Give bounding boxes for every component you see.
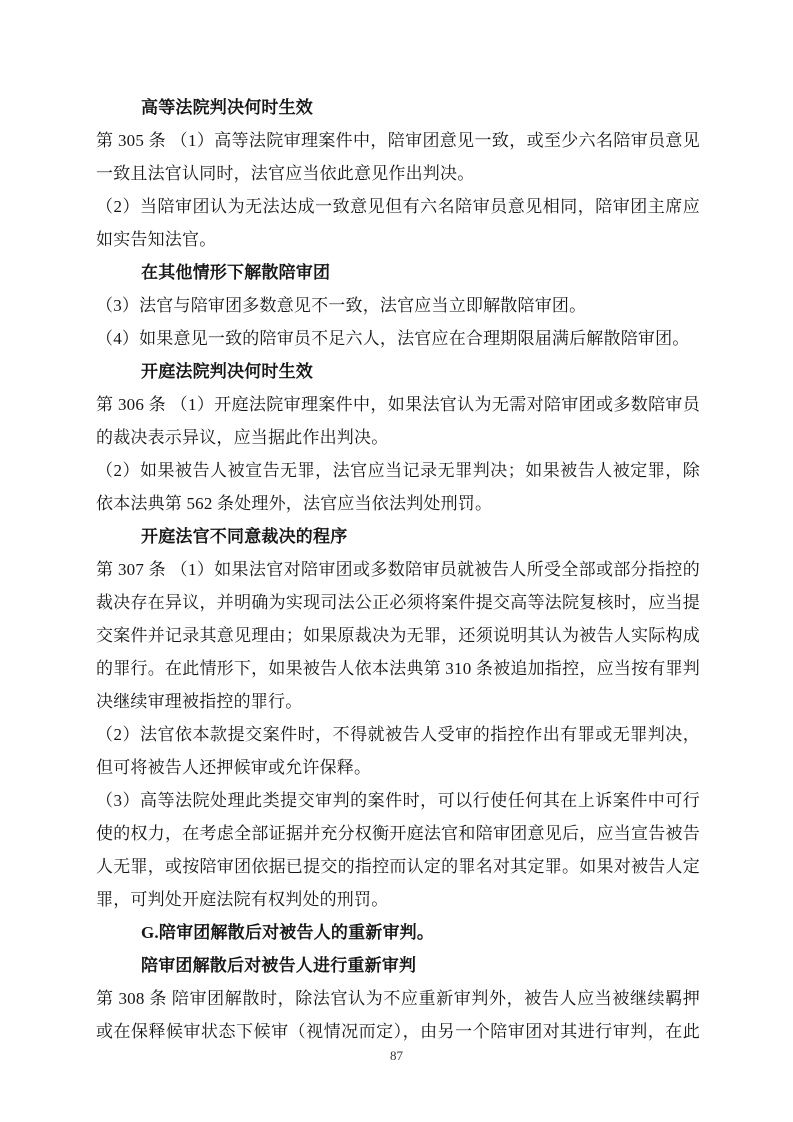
- text-line: （2）如果被告人被宣告无罪，法官应当记录无罪判决；如果被告人被定罪，除: [96, 461, 700, 480]
- text-line: 的罪行。在此情形下，如果被告人依本法典第 310 条被追加指控，应当按有罪判: [96, 659, 700, 678]
- text-line: 裁决存在异议，并明确为实现司法公正必须将案件提交高等法院复核时，应当提: [96, 593, 700, 612]
- text-line: （2）当陪审团认为无法达成一致意见但有六名陪审员意见相同，陪审团主席应: [96, 197, 700, 216]
- text-line: （4）如果意见一致的陪审员不足六人，法官应在合理期限届满后解散陪审团。: [96, 329, 690, 348]
- text-line: 交案件并记录其意见理由；如果原裁决为无罪，还须说明其认为被告人实际构成: [96, 626, 700, 645]
- text-line: 如实告知法官。: [96, 230, 217, 249]
- text-line: 或在保释候审状态下候审（视情况而定），由另一个陪审团对其进行审判，在此: [96, 1022, 700, 1041]
- text-line: （3）法官与陪审团多数意见不一致，法官应当立即解散陪审团。: [96, 296, 587, 315]
- text-line: 依本法典第 562 条处理外，法官应当依法判处刑罚。: [96, 494, 493, 513]
- text-line: 人无罪，或按陪审团依据已提交的指控而认定的罪名对其定罪。如果对被告人定: [96, 857, 700, 876]
- text-line: 使的权力，在考虑全部证据并充分权衡开庭法官和陪审团意见后，应当宣告被告: [96, 824, 700, 843]
- text-line: 罪，可判处开庭法院有权判处的刑罚。: [96, 890, 389, 909]
- text-line: 第 305 条 （1）高等法院审理案件中，陪审团意见一致，或至少六名陪审员意见: [96, 131, 700, 150]
- text-line: 决继续审理被指控的罪行。: [96, 692, 303, 711]
- document-body: [96, 91, 700, 1048]
- text-line: 一致且法官认同时，法官应当依此意见作出判决。: [96, 164, 475, 183]
- text-line: 第 307 条 （1）如果法官对陪审团或多数陪审员就被告人所受全部或部分指控的: [96, 560, 700, 579]
- section-heading: 高等法院判决何时生效: [141, 98, 313, 117]
- section-heading: 陪审团解散后对被告人进行重新审判: [141, 956, 417, 975]
- text-line: （2）法官依本款提交案件时，不得就被告人受审的指控作出有罪或无罪判决，: [96, 725, 700, 744]
- text-line: 第 308 条 陪审团解散时，除法官认为不应重新审判外，被告人应当被继续羁押: [96, 989, 700, 1008]
- section-heading: 开庭法院判决何时生效: [141, 362, 313, 381]
- text-line: 第 306 条 （1）开庭法院审理案件中，如果法官认为无需对陪审团或多数陪审员: [96, 395, 700, 414]
- section-heading: 在其他情形下解散陪审团: [141, 263, 331, 282]
- section-heading: 开庭法官不同意裁决的程序: [141, 527, 348, 546]
- text-line: （3）高等法院处理此类提交审判的案件时，可以行使任何其在上诉案件中可行: [96, 791, 700, 810]
- text-line: 但可将被告人还押候审或允许保释。: [96, 758, 372, 777]
- section-heading: G.陪审团解散后对被告人的重新审判。: [141, 923, 435, 942]
- page-number: 87: [390, 1048, 403, 1063]
- text-line: 的裁决表示异议，应当据此作出判决。: [96, 428, 389, 447]
